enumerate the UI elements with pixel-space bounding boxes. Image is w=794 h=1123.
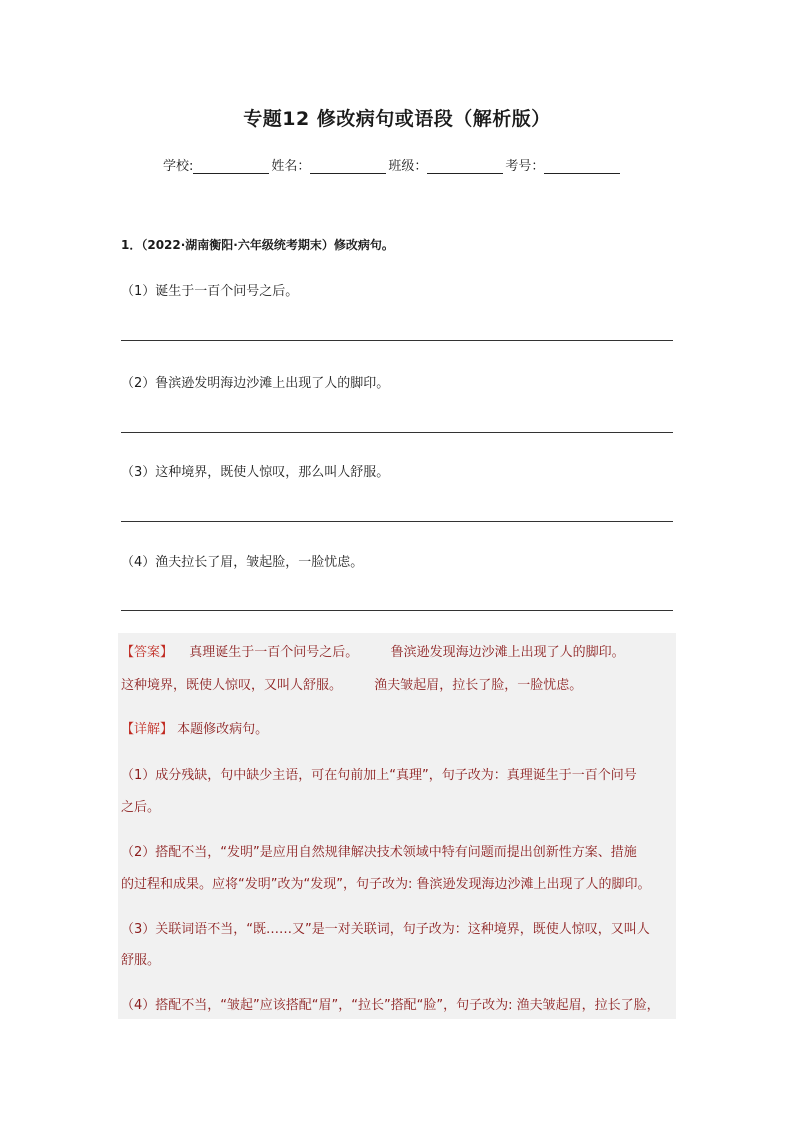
detail-intro: 本题修改病句。 [177, 722, 269, 737]
detail-line-4: 的过程和成果。应将“发明”改为“发现”，句子改为: 鲁滨逊发现海边沙滩上出现了人的脚印。 [121, 877, 651, 892]
exam-number-blank[interactable] [544, 159, 620, 174]
detail-line-7: （4）搭配不当，“皱起”应该搭配“眉”，“拉长”搭配“脸”，句子改为: 渔夫皱起眉，拉长了脸， [121, 998, 660, 1013]
detail-line-3: （2）搭配不当，“发明”是应用自然规律解决技术领域中特有问题而提出创新性方案、措施 [121, 845, 637, 860]
detail-line-2: 之后。 [121, 800, 161, 815]
answer-item-3: 这种境界，既使人惊叹，又叫人舒服。 [121, 678, 343, 693]
answer-row-2 [121, 674, 582, 693]
name-label: 姓名： [271, 159, 311, 174]
detail-heading [121, 718, 268, 737]
answer-line-3[interactable] [121, 521, 673, 522]
name-blank[interactable] [310, 159, 386, 174]
class-label: 班级： [388, 159, 428, 174]
sub-question-4: （4）渔夫拉长了眉，皱起脸，一脸忧虑。 [121, 555, 364, 570]
answer-line-2[interactable] [121, 432, 673, 433]
exam-number-label: 考号： [505, 159, 545, 174]
page-title: 专题12 修改病句或语段（解析版） [243, 108, 551, 130]
question-heading: 1．（2022·湖南衡阳·六年级统考期末）修改病句。 [121, 238, 394, 252]
school-label: 学校: [163, 159, 194, 174]
detail-line-5: （3）关联词语不当，“既……又”是一对关联词，句子改为：这种境界，既使人惊叹，又叫人 [121, 922, 650, 937]
school-blank[interactable] [193, 159, 269, 174]
answer-item-4: 渔夫皱起眉，拉长了脸，一脸忧虑。 [374, 678, 583, 693]
class-blank[interactable] [427, 159, 503, 174]
answer-tag: 【答案】 [121, 645, 174, 660]
answer-item-1: 真理诞生于一百个问号之后。 [189, 645, 359, 660]
answer-line-1[interactable] [121, 340, 673, 341]
sub-question-1: （1）诞生于一百个问号之后。 [121, 284, 299, 299]
answer-row-1 [121, 641, 625, 660]
detail-line-6: 舒服。 [121, 953, 161, 968]
detail-line-1: （1）成分残缺，句中缺少主语，可在句前加上“真理”，句子改为：真理诞生于一百个问号 [121, 768, 637, 783]
sub-question-2: （2）鲁滨逊发明海边沙滩上出现了人的脚印。 [121, 376, 390, 391]
answer-line-4[interactable] [121, 610, 673, 611]
student-info-line [162, 155, 621, 174]
answer-item-2: 鲁滨逊发现海边沙滩上出现了人的脚印。 [390, 645, 625, 660]
sub-question-3: （3）这种境界，既使人惊叹，那么叫人舒服。 [121, 465, 390, 480]
detail-tag: 【详解】 [121, 722, 174, 737]
